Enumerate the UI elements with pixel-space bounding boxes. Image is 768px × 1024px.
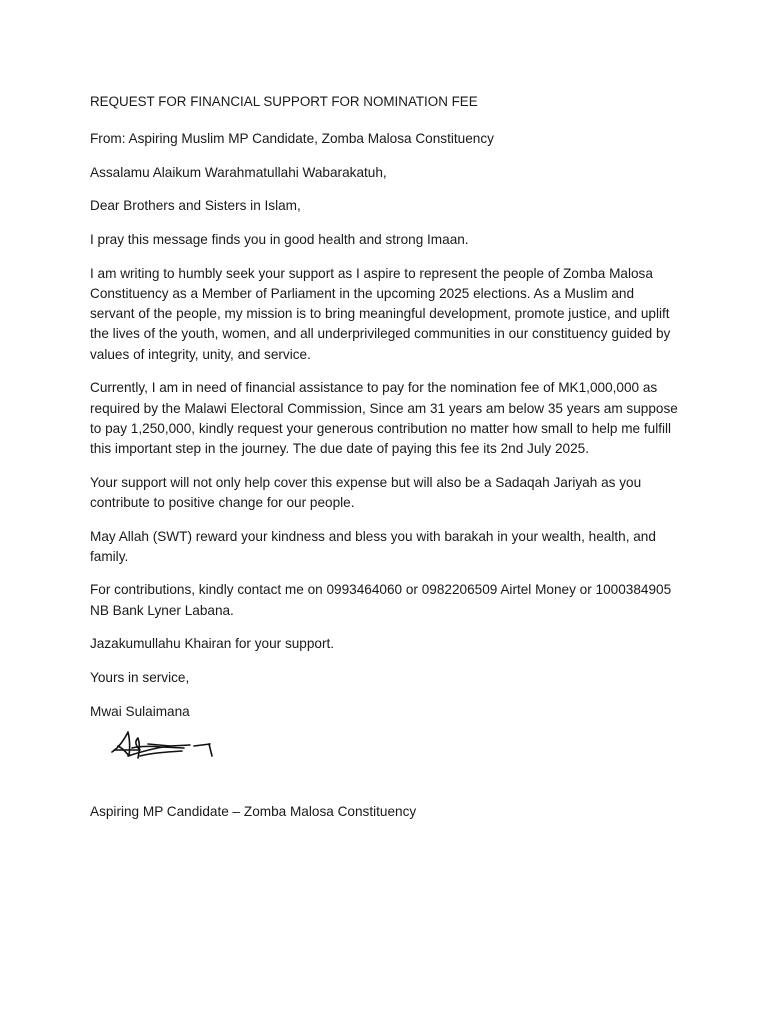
paragraph-sadaqah: Your support will not only help cover this expense but will also be a Sadaqah Jariyah as you contribute to positive change for our people. (90, 474, 642, 510)
islamic-greeting: Assalamu Alaikum Warahmatullahi Wabarakatuh, (90, 164, 387, 180)
signer-title: Aspiring MP Candidate – Zomba Malosa Constituency (90, 803, 417, 819)
letter-body (90, 92, 682, 822)
opening-line: I pray this message finds you in good health and strong Imaan. (90, 232, 469, 248)
paragraph-purpose: I am writing to humbly seek your support as I aspire to represent the people of Zomba Malosa Constituency as a Member of Parliament in the upcoming 2025 elections. As a Muslim and servant of the people, my mission is to bring meaningful development, promote justice, and uplift the lives of the youth, women, and all underprivileged communities in our constituency guided by values of integrity, unity, and service. (90, 265, 671, 362)
handwritten-signature (110, 726, 222, 768)
salutation: Dear Brothers and Sisters in Islam, (90, 198, 301, 214)
paragraph-fee-request: Currently, I am in need of financial assistance to pay for the nomination fee of MK1,000,000 as required by the Malawi Electoral Commission, Since am 31 years am below 35 years am suppose to pay 1,250,000, kindly request your generous contribution no matter how small to help me fulfill this important step in the journey. The due date of paying this fee its 2nd July 2025. (90, 380, 678, 456)
closing-line: Yours in service, (90, 670, 190, 686)
paragraph-blessing: May Allah (SWT) reward your kindness and bless you with barakah in your wealth, health, and family. (90, 528, 656, 564)
paragraph-contact: For contributions, kindly contact me on 0993464060 or 0982206509 Airtel Money or 1000384905 NB Bank Lyner Labana. (90, 582, 672, 618)
from-line: From: Aspiring Muslim MP Candidate, Zomba Malosa Constituency (90, 131, 494, 146)
thanks-line: Jazakumullahu Khairan for your support. (90, 636, 335, 652)
letter-title: REQUEST FOR FINANCIAL SUPPORT FOR NOMINATION FEE (90, 94, 478, 109)
signer-name: Mwai Sulaimana (90, 703, 190, 719)
